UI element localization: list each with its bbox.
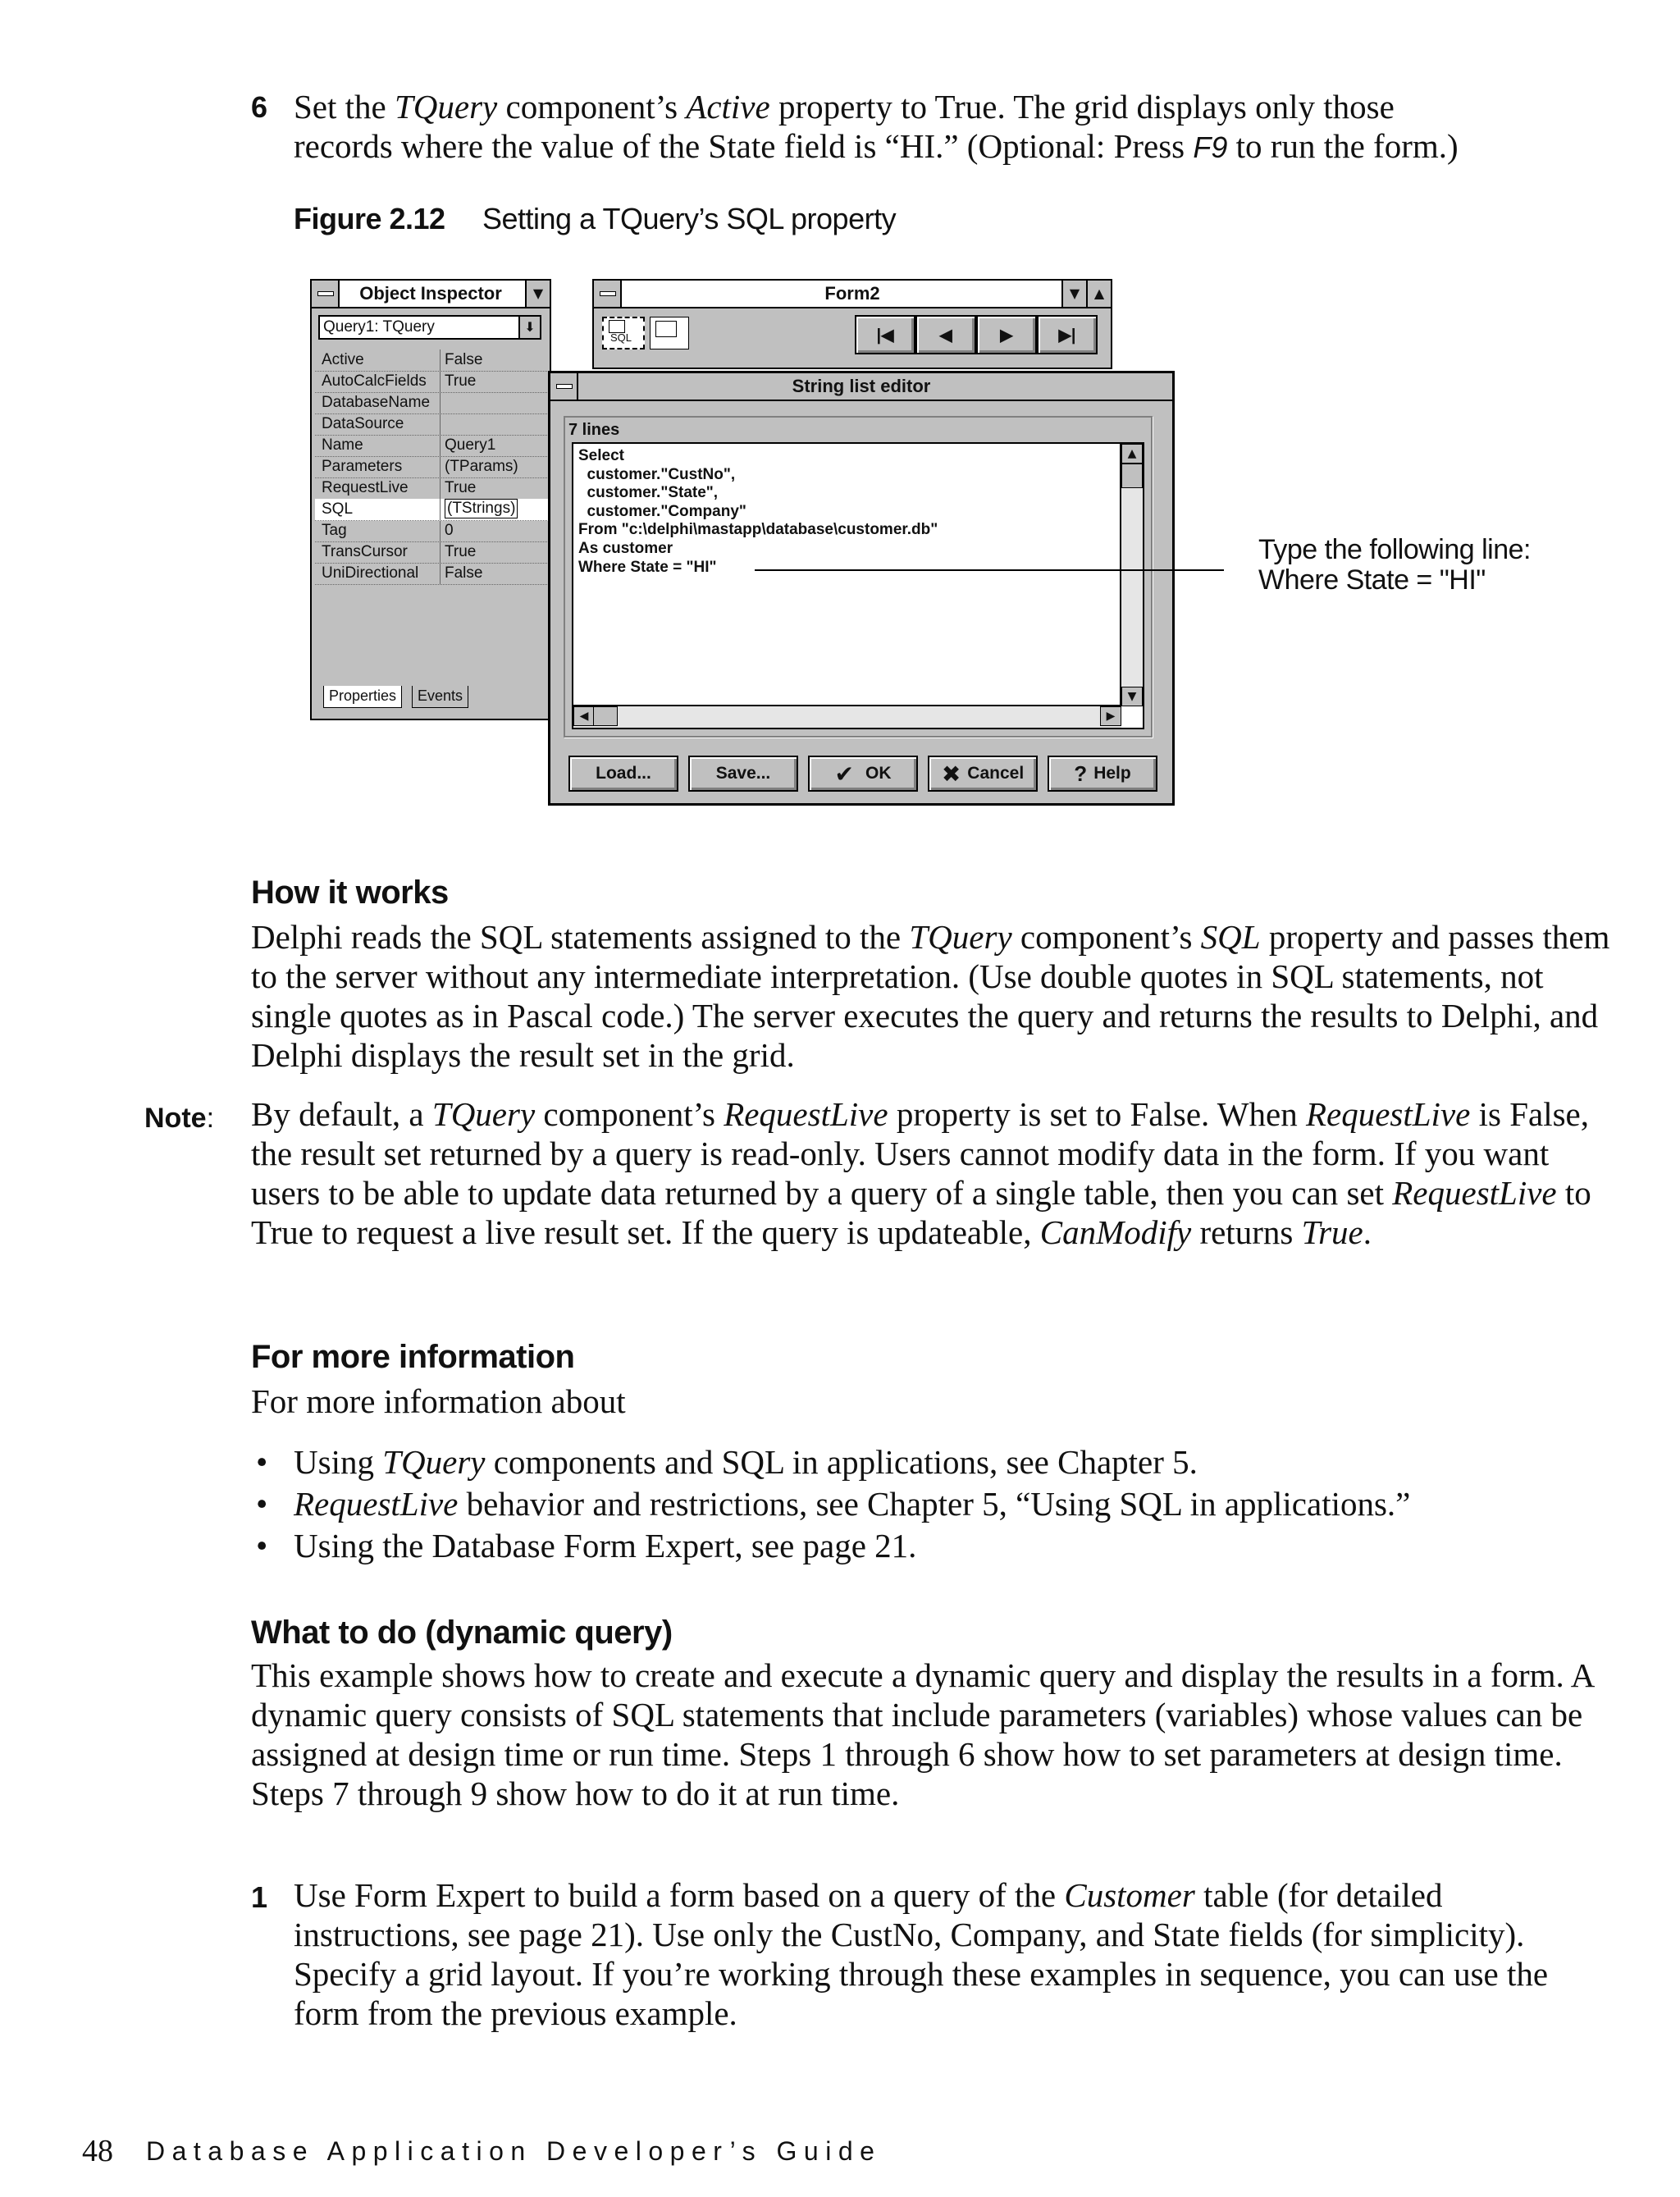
property-row-selected[interactable]: SQL (TStrings): [315, 499, 549, 521]
figure-label: Figure 2.12: [294, 202, 445, 235]
list-item: • Using TQuery components and SQL in applications, see Chapter 5.: [256, 1443, 1198, 1481]
property-row[interactable]: DataSource: [315, 413, 549, 436]
step-6-text: Set the TQuery component’s Active property to True. The grid displays only those records where the value of the State field is “HI.” (Optional: Press F9 to run the form.): [294, 88, 1459, 165]
key-f9: F9: [1193, 130, 1228, 164]
sql-text-area[interactable]: [572, 442, 1144, 729]
scroll-up-icon[interactable]: ▲: [1121, 444, 1143, 464]
string-list-editor-window: [548, 371, 1175, 806]
scroll-down-icon[interactable]: ▼: [1121, 687, 1143, 706]
scroll-thumb[interactable]: [1121, 464, 1143, 488]
sql-line: customer."State",: [578, 484, 719, 502]
step-number: 6: [251, 90, 268, 124]
list-item: • Using the Database Form Expert, see page 21.: [256, 1527, 917, 1564]
property-row[interactable]: Tag 0: [315, 520, 549, 542]
callout-text: Type the following line: Where State = "HI": [1258, 534, 1531, 596]
save-button[interactable]: Save...: [688, 756, 798, 792]
question-mark-icon: ?: [1074, 760, 1088, 786]
nav-next-button[interactable]: ▶: [976, 315, 1037, 354]
tab-events[interactable]: Events: [412, 686, 468, 708]
help-button[interactable]: ? Help: [1048, 756, 1157, 792]
property-grid[interactable]: [315, 349, 549, 587]
ok-button[interactable]: ✔ OK: [808, 756, 918, 792]
step-number: 1: [251, 1880, 268, 1914]
property-row[interactable]: Name Query1: [315, 435, 549, 457]
line-count: 7 lines: [568, 421, 620, 439]
sql-line: customer."Company": [578, 502, 746, 520]
sql-line: As customer: [578, 539, 673, 557]
page-number: 48: [82, 2134, 113, 2168]
component-selector[interactable]: Query1: TQuery ⬇: [318, 315, 541, 340]
hscroll-thumb[interactable]: [593, 706, 618, 726]
section-heading: For more information: [251, 1339, 575, 1375]
dynamic-paragraph: This example shows how to create and execute a dynamic query and display the results in a form. A dynamic query consists of SQL statements that include parameters (variables) whose values can be assigned at design time or run time. Steps 1 through 6 show how to set parameters at design time. Steps 7 through 9 show how to do it at run time.: [251, 1656, 1594, 1812]
section-heading: What to do (dynamic query): [251, 1615, 673, 1651]
horizontal-scrollbar[interactable]: [573, 705, 1121, 728]
object-inspector-window: [310, 279, 551, 720]
sql-line: Where State = "HI": [578, 558, 717, 576]
nav-prior-button[interactable]: ◀: [915, 315, 976, 354]
note-label: Note:: [144, 1103, 215, 1134]
editor-group: [564, 416, 1153, 738]
property-row[interactable]: RequestLive True: [315, 477, 549, 500]
figure-caption: Setting a TQuery’s SQL property: [482, 202, 897, 235]
checkmark-icon: ✔: [834, 760, 854, 788]
more-info-intro: For more information about: [251, 1382, 626, 1420]
callout-leader-line: [755, 569, 1224, 571]
form2-title: Form2: [824, 283, 880, 304]
note-paragraph: By default, a TQuery component’s RequestLive property is set to False. When RequestLive is False, the result set returned by a query is read-only. Users cannot modify data in the form. If you want users to be able to update data returned by a query of a single table, then you can set RequestLive to True to request a live result set. If the query is updateable, CanModify returns True.: [251, 1095, 1591, 1251]
sql-line: Select: [578, 447, 624, 464]
form2-window: [592, 279, 1112, 369]
property-row[interactable]: UniDirectional False: [315, 563, 549, 585]
minimize-icon[interactable]: ▼: [1061, 281, 1086, 307]
list-item: • RequestLive behavior and restrictions, see Chapter 5, “Using SQL in applications.”: [256, 1485, 1411, 1523]
step-1-text: Use Form Expert to build a form based on a query of the Customer table (for detailed instructions, see page 21). Use only the CustNo, Company, and State fields (for simplicity). Specify a grid layout. If you’re working through these examples in sequence, you can use the form from the previous example.: [294, 1876, 1549, 2032]
sql-line: customer."CustNo",: [578, 465, 736, 483]
cancel-button[interactable]: ✖ Cancel: [928, 756, 1038, 792]
scroll-left-icon[interactable]: ◀: [573, 706, 595, 726]
minimize-icon[interactable]: ▼: [525, 281, 550, 307]
property-row[interactable]: Active False: [315, 349, 549, 372]
maximize-icon[interactable]: ▲: [1086, 281, 1111, 307]
property-row[interactable]: AutoCalcFields True: [315, 371, 549, 393]
query-component-icon[interactable]: SQL: [602, 317, 645, 349]
sql-line: From "c:\delphi\mastapp\database\customer.db": [578, 521, 938, 539]
table-component-icon[interactable]: [650, 317, 689, 349]
how-it-works-paragraph: Delphi reads the SQL statements assigned to the TQuery component’s SQL property and passes them to the server without any intermediate interpretation. (Use double quotes in SQL statements, not single quotes as in Pascal code.) The server executes the query and returns the results to Delphi, and Delphi displays the result set in the grid.: [251, 918, 1610, 1074]
running-footer: Database Application Developer’s Guide: [146, 2136, 882, 2166]
load-button[interactable]: Load...: [568, 756, 678, 792]
property-row[interactable]: DatabaseName: [315, 392, 549, 414]
dropdown-arrow-icon[interactable]: ⬇: [518, 317, 540, 338]
object-inspector-title: Object Inspector: [359, 283, 502, 304]
section-heading: How it works: [251, 875, 449, 911]
property-row[interactable]: TransCursor True: [315, 541, 549, 564]
nav-last-button[interactable]: ▶|: [1037, 315, 1098, 354]
nav-first-button[interactable]: |◀: [855, 315, 915, 354]
db-navigator: [855, 315, 1101, 354]
string-list-editor-title: String list editor: [792, 376, 931, 396]
x-icon: ✖: [941, 760, 961, 788]
tab-properties[interactable]: Properties: [323, 686, 402, 708]
property-row[interactable]: Parameters (TParams): [315, 456, 549, 478]
vertical-scrollbar[interactable]: [1120, 444, 1143, 706]
scroll-right-icon[interactable]: ▶: [1100, 706, 1121, 726]
more-info-list: [251, 1442, 1613, 1565]
